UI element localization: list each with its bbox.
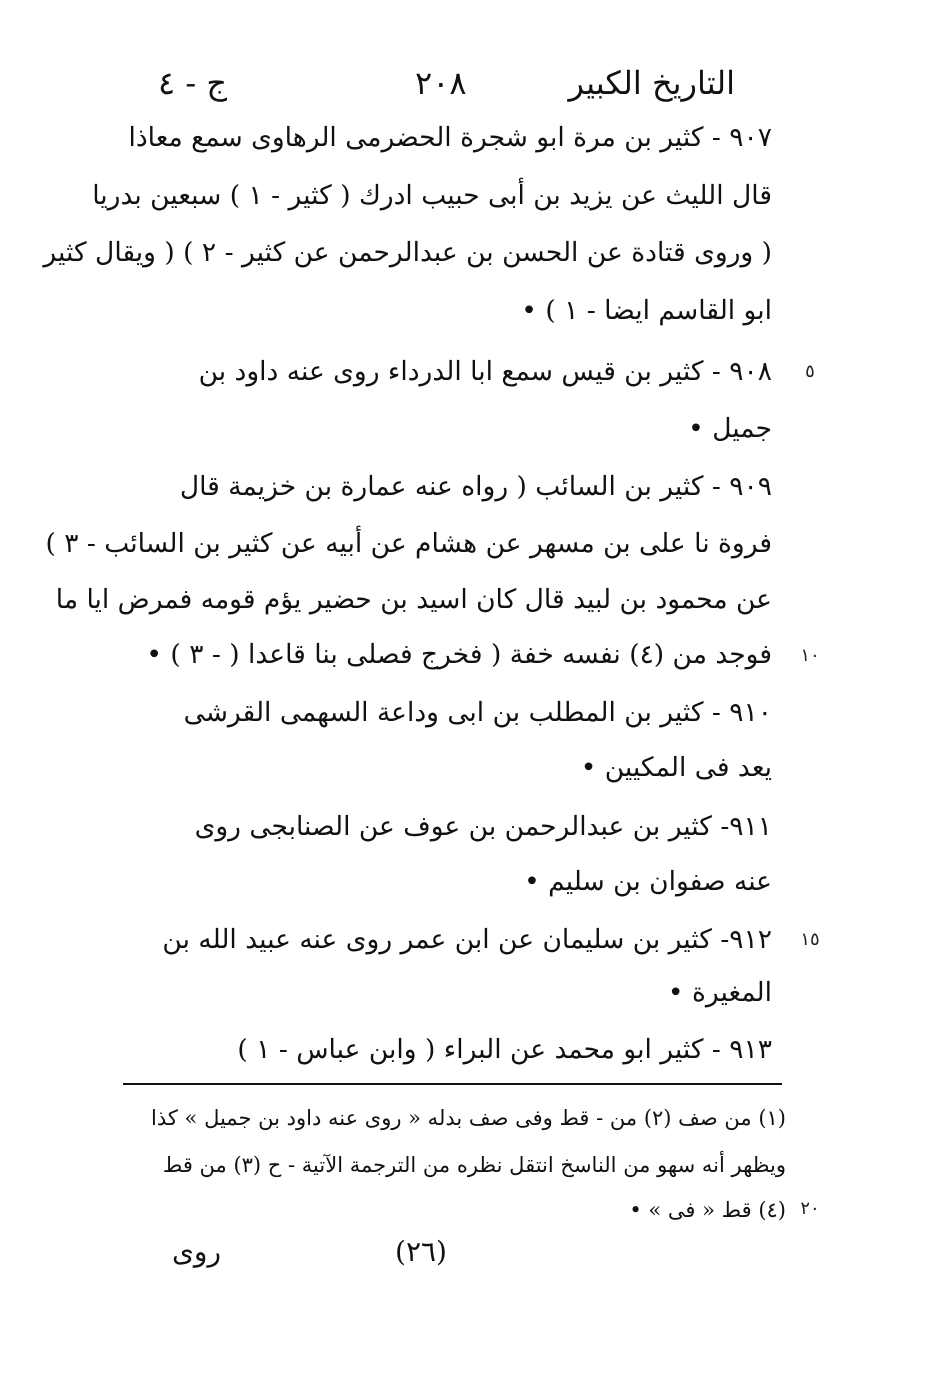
entry-910-line-1: ٩١٠ - كثير بن المطلب بن ابى وداعة السهمى القرشى	[183, 697, 772, 728]
signature-mark: (٢٦)	[395, 1235, 447, 1268]
volume-label: ج - ٤	[158, 64, 227, 102]
entry-907-line-3: ( وروى قتادة عن الحسن بن عبدالرحمن عن كثير - ٢ ) ( ويقال كثير	[43, 237, 772, 268]
entry-907-line-4: ابو القاسم ايضا - ١ ) •	[521, 295, 772, 326]
running-title: التاريخ الكبير	[568, 64, 735, 102]
footnote-line-3: (٤) قط « فى » •	[629, 1198, 786, 1222]
margin-line-number: ٥	[805, 361, 815, 382]
entry-910-line-2: يعد فى المكيين •	[580, 752, 772, 783]
entry-908-line-2: جميل •	[688, 413, 772, 444]
entry-909-line-1: ٩٠٩ - كثير بن السائب ( رواه عنه عمارة بن خزيمة قال	[179, 471, 772, 502]
entry-911-line-1: ٩١١- كثير بن عبدالرحمن بن عوف عن الصنابجى روى	[194, 811, 772, 842]
catchword: روى	[172, 1235, 221, 1268]
entry-912-line-2: المغيرة •	[667, 977, 772, 1008]
entry-909-line-4: فوجد من (٤) نفسه خفة ( فخرج فصلى بنا قاعدا ( - ٣ ) •	[146, 639, 772, 670]
entry-913-line-1: ٩١٣ - كثير ابو محمد عن البراء ( وابن عباس - ١ )	[237, 1034, 772, 1065]
footnote-line-2: ويظهر أنه سهو من الناسخ انتقل نظره من الترجمة الآتية - ح (٣) من قط	[162, 1153, 786, 1177]
margin-line-number: ١٠	[800, 645, 820, 666]
entry-912-line-1: ٩١٢- كثير بن سليمان عن ابن عمر روى عنه عبيد الله بن	[162, 924, 772, 955]
entry-909-line-2: فروة نا على بن مسهر عن هشام عن أبيه عن كثير بن السائب - ٣ )	[45, 528, 772, 559]
footnote-line-1: (١) من صف (٢) من - قط وفى صف بدله « روى عنه داود بن جميل » كذا	[151, 1106, 786, 1130]
entry-911-line-2: عنه صفوان بن سليم •	[524, 866, 772, 897]
page-number: ٢٠٨	[415, 64, 467, 102]
entry-907-line-1: ٩٠٧ - كثير بن مرة ابو شجرة الحضرمى الرهاوى سمع معاذا	[128, 122, 772, 153]
entry-909-line-3: عن محمود بن لبيد قال كان اسيد بن حضير يؤم قومه فمرض ايا ما	[55, 584, 772, 615]
footnote-separator	[123, 1083, 782, 1085]
margin-line-number: ١٥	[800, 929, 820, 950]
margin-line-number: ٢٠	[800, 1198, 820, 1219]
entry-907-line-2: قال الليث عن يزيد بن أبى حبيب ادرك ( كثير - ١ ) سبعين بدريا	[92, 180, 772, 211]
entry-908-line-1: ٩٠٨ - كثير بن قيس سمع ابا الدرداء روى عنه داود بن	[198, 356, 772, 387]
